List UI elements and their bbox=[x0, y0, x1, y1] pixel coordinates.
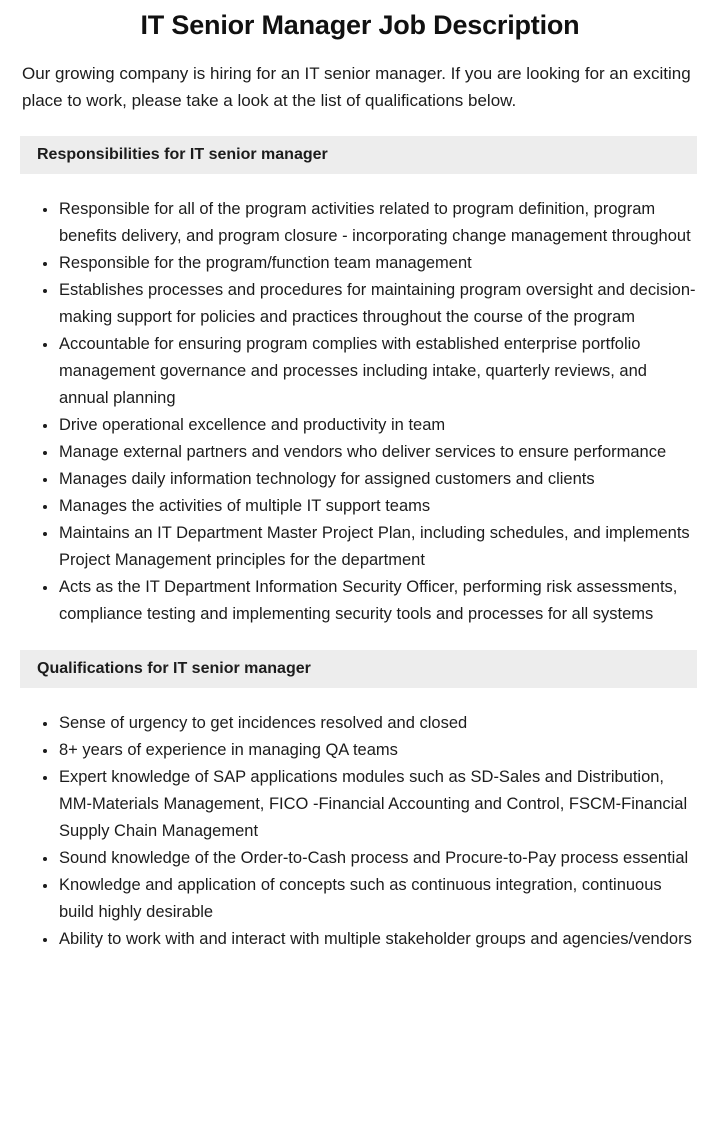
list-item: Sense of urgency to get incidences resolved and closed bbox=[0, 710, 697, 737]
section-header-qualifications bbox=[20, 650, 697, 688]
list-item: Expert knowledge of SAP applications modules such as SD-Sales and Distribution, MM-Materials Management, FICO -Financial Accounting and Control, FSCM-Financial Supply Chain Management bbox=[0, 764, 697, 845]
qualifications-list bbox=[0, 688, 720, 953]
list-item: Sound knowledge of the Order-to-Cash process and Procure-to-Pay process essential bbox=[0, 845, 697, 872]
list-item: Knowledge and application of concepts such as continuous integration, continuous build highly desirable bbox=[0, 872, 697, 926]
list-item: Responsible for all of the program activities related to program definition, program benefits delivery, and program closure - incorporating change management throughout bbox=[0, 196, 697, 250]
list-item: Ability to work with and interact with multiple stakeholder groups and agencies/vendors bbox=[0, 926, 697, 953]
list-item: Accountable for ensuring program complies with established enterprise portfolio management governance and processes including intake, quarterly reviews, and annual planning bbox=[0, 331, 697, 412]
list-item: Manages daily information technology for assigned customers and clients bbox=[0, 466, 697, 493]
page-bottom-spacer bbox=[0, 953, 720, 983]
list-item: 8+ years of experience in managing QA teams bbox=[0, 737, 697, 764]
section-responsibilities bbox=[0, 136, 720, 628]
responsibilities-list bbox=[0, 174, 720, 628]
list-item: Manages the activities of multiple IT support teams bbox=[0, 493, 697, 520]
section-heading-label: Qualifications for IT senior manager bbox=[37, 660, 311, 677]
list-item: Manage external partners and vendors who deliver services to ensure performance bbox=[0, 439, 697, 466]
page-title: IT Senior Manager Job Description bbox=[140, 10, 580, 40]
section-heading-label: Responsibilities for IT senior manager bbox=[37, 146, 328, 163]
list-item: Establishes processes and procedures for maintaining program oversight and decision-making support for policies and practices throughout the course of the program bbox=[0, 277, 697, 331]
list-item: Responsible for the program/function team management bbox=[0, 250, 697, 277]
list-item: Acts as the IT Department Information Security Officer, performing risk assessments, compliance testing and implementing security tools and processes for all systems bbox=[0, 574, 697, 628]
section-header-responsibilities bbox=[20, 136, 697, 174]
intro-paragraph: Our growing company is hiring for an IT senior manager. If you are looking for an exciting place to work, please take a look at the list of qualifications below. bbox=[22, 64, 691, 110]
section-qualifications bbox=[0, 650, 720, 953]
list-item: Maintains an IT Department Master Project Plan, including schedules, and implements Project Management principles for the department bbox=[0, 520, 697, 574]
list-item: Drive operational excellence and productivity in team bbox=[0, 412, 697, 439]
